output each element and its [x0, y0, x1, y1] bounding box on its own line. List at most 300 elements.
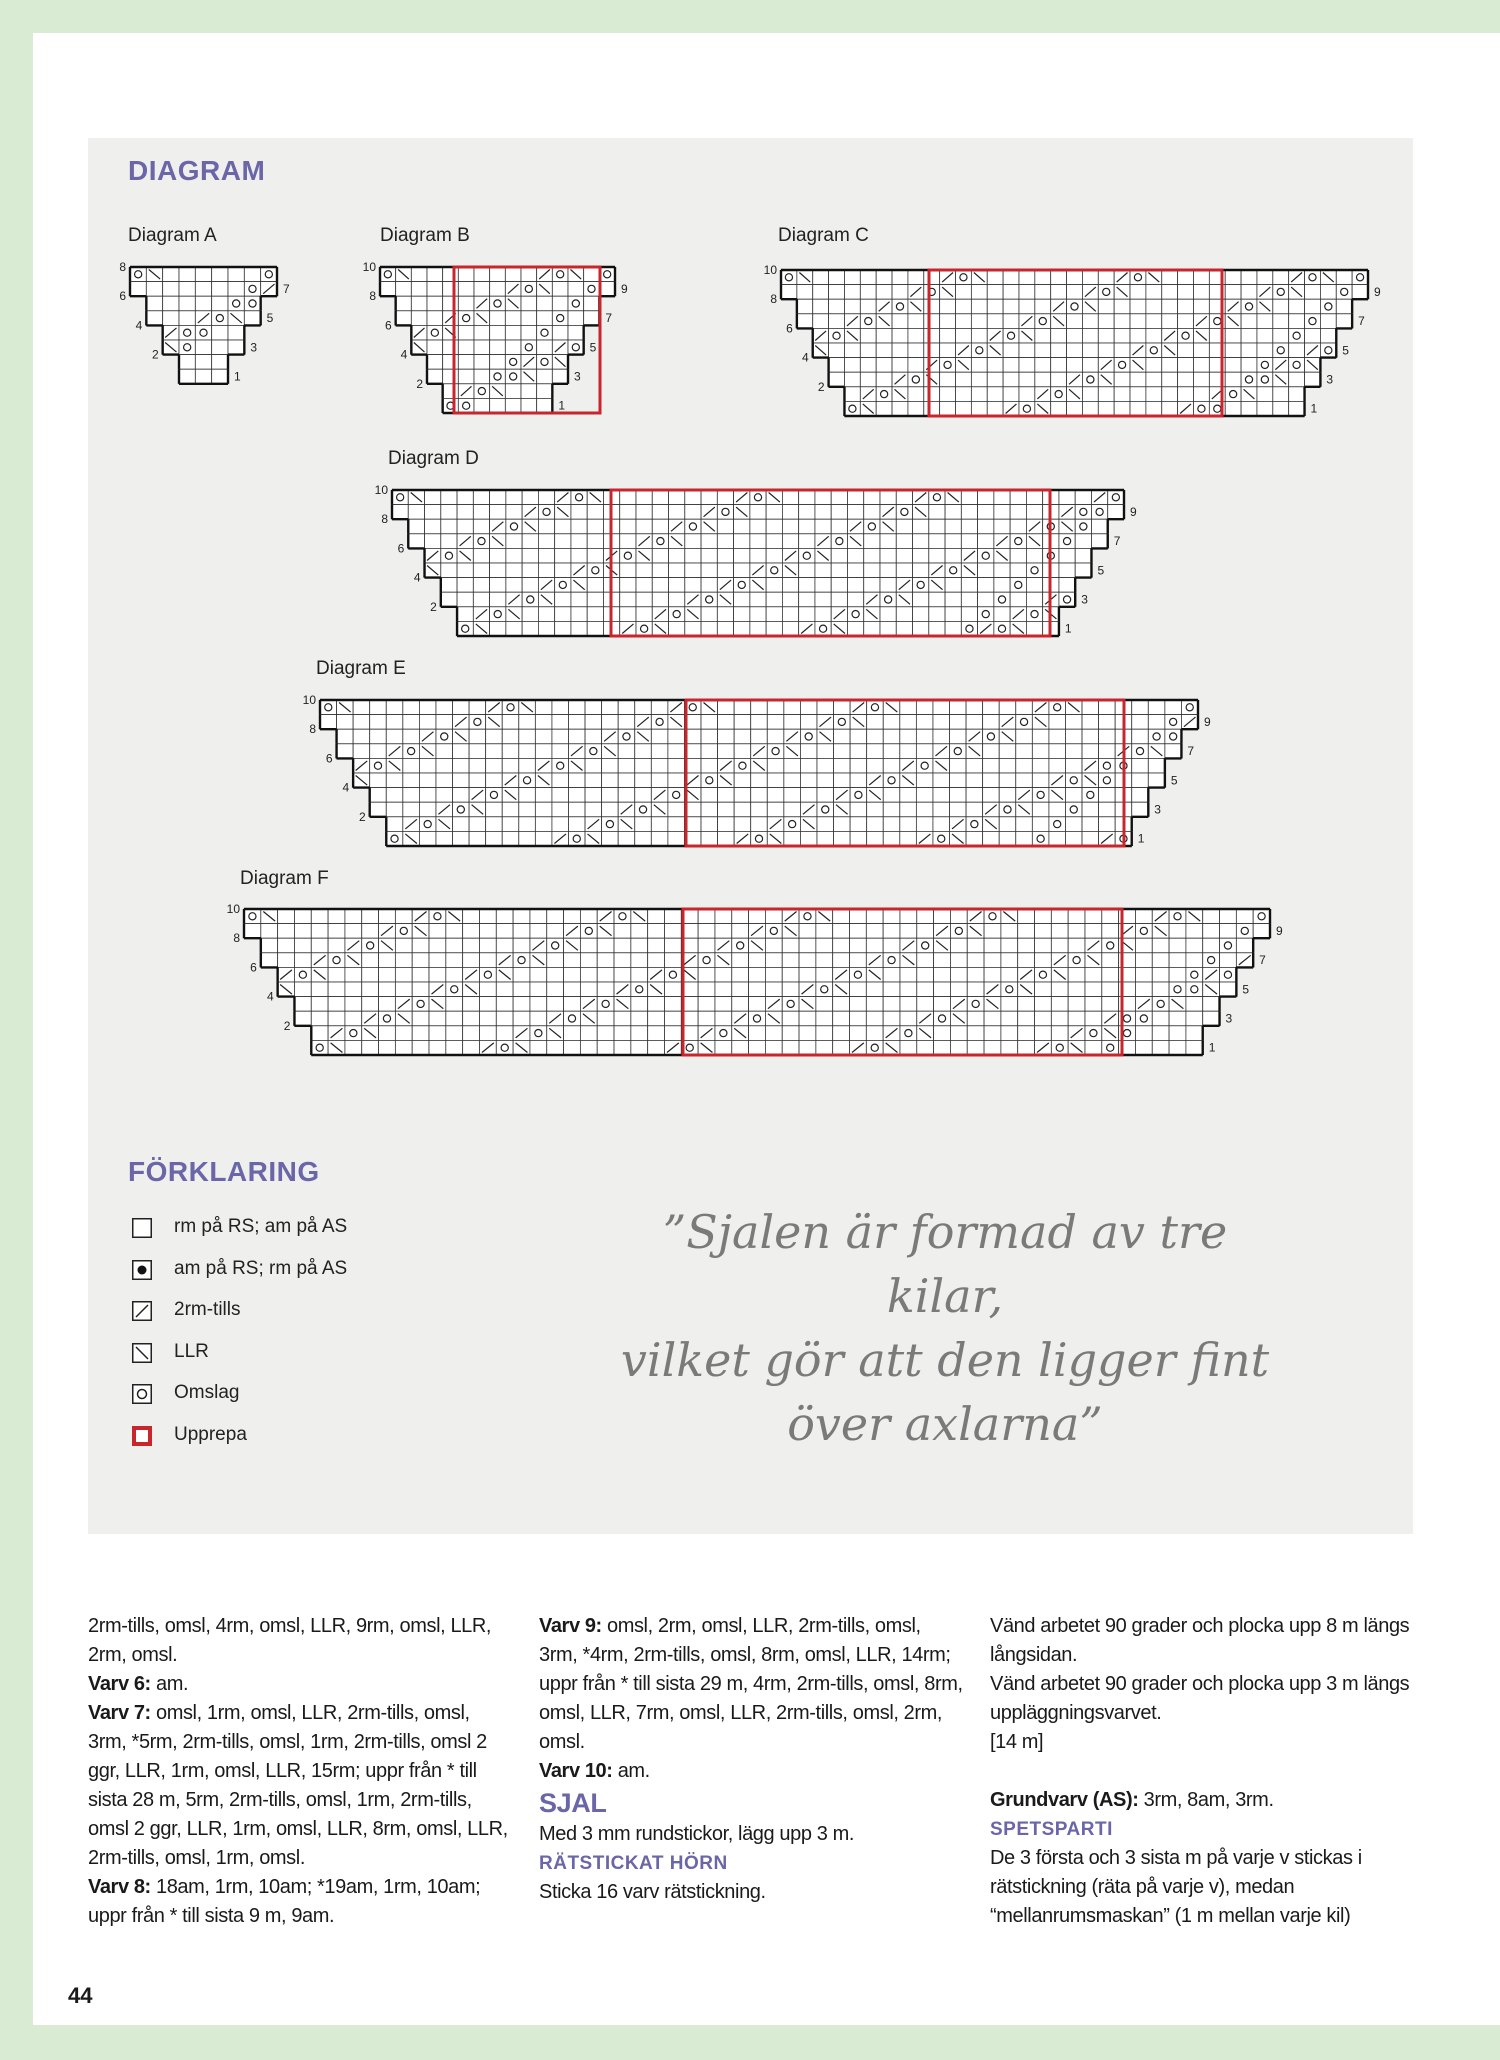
chart-cell	[850, 967, 867, 982]
chart-cell	[732, 967, 749, 982]
chart-cell	[648, 909, 665, 924]
legend-heading: FÖRKLARING	[128, 1156, 320, 1187]
chart-cell	[1186, 1026, 1203, 1041]
chart-cell	[1085, 1011, 1102, 1026]
chart-cell	[749, 953, 766, 968]
chart-cell	[278, 924, 295, 939]
chart-cell	[614, 953, 631, 968]
row-number: 1	[1208, 1040, 1216, 1055]
chart-cell	[866, 924, 883, 939]
chart-cell	[597, 938, 614, 953]
chart-cell	[631, 1011, 648, 1026]
row-number: 2	[359, 809, 366, 824]
chart-cell	[1035, 909, 1052, 924]
chart-cell	[614, 967, 631, 982]
chart-cell	[463, 953, 480, 968]
chart-cell	[782, 997, 799, 1012]
chart-cell	[580, 967, 597, 982]
chart-cell	[446, 967, 463, 982]
diagram-heading: DIAGRAM	[128, 155, 266, 186]
chart-cell	[1068, 909, 1085, 924]
chart-cell	[765, 953, 782, 968]
chart-cell	[379, 1011, 396, 1026]
chart-cell	[547, 982, 564, 997]
row-number: 8	[369, 289, 376, 304]
chart-cell	[749, 997, 766, 1012]
chart-cell	[328, 938, 345, 953]
chart-cell	[479, 997, 496, 1012]
chart-cell	[311, 1011, 328, 1026]
chart-cell	[311, 997, 328, 1012]
chart-cell	[749, 1040, 766, 1055]
chart-cell	[934, 982, 951, 997]
chart-cell	[917, 938, 934, 953]
chart-cell	[1018, 953, 1035, 968]
row-number: 7	[1259, 953, 1266, 968]
chart-cell	[917, 982, 934, 997]
chart-cell	[765, 967, 782, 982]
chart-cell	[883, 967, 900, 982]
chart-cell	[833, 909, 850, 924]
chart-cell	[328, 967, 345, 982]
chart-cell	[479, 924, 496, 939]
chart-cell	[244, 909, 261, 924]
chart-cell	[463, 997, 480, 1012]
row-number: 4	[266, 989, 274, 1004]
paragraph: Vänd arbetet 90 grader och plocka upp 8 m längs långsidan.	[990, 1615, 1410, 1666]
chart-cell	[698, 982, 715, 997]
row-number: 9	[1130, 504, 1137, 519]
row-number: 8	[770, 292, 777, 307]
chart-cell	[345, 997, 362, 1012]
chart-cell	[580, 938, 597, 953]
chart-cell	[362, 909, 379, 924]
chart-cell	[479, 1011, 496, 1026]
chart-cell	[1152, 997, 1169, 1012]
row-number: 9	[621, 281, 628, 296]
chart-cell	[395, 967, 412, 982]
chart-cell	[799, 909, 816, 924]
chart-cell	[1186, 953, 1203, 968]
row-number: 10	[362, 260, 376, 274]
chart-cell	[496, 938, 513, 953]
chart-cell	[648, 953, 665, 968]
chart-cell	[1203, 1011, 1220, 1026]
chart-cell	[614, 1026, 631, 1041]
chart-cell	[799, 924, 816, 939]
chart-cell	[379, 1026, 396, 1041]
chart-cell	[1169, 924, 1186, 939]
row-text: 18am, 1rm, 10am; *19am, 1rm, 10am; uppr från * till sista 9 m, 9am.	[88, 1876, 481, 1927]
chart-cell	[917, 997, 934, 1012]
chart-cell	[934, 1011, 951, 1026]
chart-cell	[244, 924, 261, 939]
chart-cell	[1102, 967, 1119, 982]
chart-cell	[496, 1011, 513, 1026]
chart-cell	[395, 909, 412, 924]
chart-cell	[1035, 924, 1052, 939]
chart-cell	[1186, 1011, 1203, 1026]
chart-cell	[850, 909, 867, 924]
chart-cell	[345, 1040, 362, 1055]
row-number: 6	[119, 289, 126, 304]
row-number: 7	[283, 281, 290, 296]
chart-cell	[749, 1011, 766, 1026]
chart-cell	[799, 938, 816, 953]
chart-cell	[513, 967, 530, 982]
chart-cell	[395, 1026, 412, 1041]
row-number: 8	[309, 722, 316, 737]
chart-cell	[294, 997, 311, 1012]
chart-cell	[950, 967, 967, 982]
chart-cell	[463, 924, 480, 939]
chart-cell	[1102, 953, 1119, 968]
chart-cell	[782, 1011, 799, 1026]
chart-cell	[580, 924, 597, 939]
chart-cell	[530, 924, 547, 939]
chart-cell	[664, 982, 681, 997]
chart-cell	[782, 1040, 799, 1055]
chart-cell	[1135, 967, 1152, 982]
row-number: 2	[817, 379, 825, 394]
chart-cell	[328, 997, 345, 1012]
row-number: 2	[283, 1018, 291, 1033]
chart-cell	[261, 924, 278, 939]
chart-cell	[1220, 924, 1237, 939]
chart-cell	[833, 1011, 850, 1026]
row-text: 3rm, 8am, 3rm.	[1138, 1789, 1274, 1811]
chart-cell	[1001, 967, 1018, 982]
row-label: Varv 9:	[539, 1615, 602, 1637]
chart-cell	[1018, 938, 1035, 953]
paragraph: Vänd arbetet 90 grader och plocka upp 3 m längs uppläggningsvarvet.	[990, 1673, 1410, 1724]
chart-cell	[917, 1040, 934, 1055]
chart-cell	[883, 909, 900, 924]
row-number: 5	[1097, 563, 1105, 578]
chart-cell	[412, 938, 429, 953]
chart-cell	[1253, 924, 1270, 939]
pull-quote	[600, 1200, 1290, 1456]
chart-cell	[799, 1026, 816, 1041]
paragraph	[539, 1757, 964, 1786]
chart-cell	[799, 1040, 816, 1055]
chart-cell	[816, 997, 833, 1012]
chart-cell	[1085, 982, 1102, 997]
chart-cell	[479, 909, 496, 924]
chart-cell	[1068, 997, 1085, 1012]
chart-cell	[866, 1040, 883, 1055]
chart-cell	[631, 953, 648, 968]
chart-cell	[547, 967, 564, 982]
chart-cell	[984, 1040, 1001, 1055]
chart-cell	[967, 1026, 984, 1041]
chart-cell	[513, 909, 530, 924]
chart-cell	[345, 924, 362, 939]
row-text: omsl, 2rm, omsl, LLR, 2rm-tills, omsl, 3rm, *4rm, 2rm-tills, omsl, 8rm, omsl, LLR, 14rm; uppr från * till sista 29 m, 4rm, 2rm-tills, omsl, 8rm, omsl, LLR, 7rm, omsl, LLR, 2rm-tills, omsl, 2rm, omsl.	[539, 1615, 963, 1753]
row-number: 3	[1225, 1011, 1233, 1026]
chart-cell	[1102, 997, 1119, 1012]
subsection-heading: SPETSPARTI	[990, 1819, 1113, 1840]
chart-cell	[631, 1026, 648, 1041]
chart-cell	[1220, 982, 1237, 997]
row-number: 7	[1187, 744, 1195, 759]
chart-cell	[362, 1040, 379, 1055]
chart-cell	[547, 924, 564, 939]
row-number: 2	[416, 376, 423, 391]
chart-cell	[564, 1040, 581, 1055]
row-number: 10	[226, 902, 240, 916]
chart-cell	[597, 953, 614, 968]
chart-cell	[379, 1040, 396, 1055]
chart-cell	[463, 1040, 480, 1055]
chart-cell	[1135, 924, 1152, 939]
chart-cell	[328, 924, 345, 939]
chart-cell	[1253, 909, 1270, 924]
chart-cell	[446, 924, 463, 939]
chart-cell	[564, 1026, 581, 1041]
chart-cell	[496, 982, 513, 997]
chart-cell	[698, 924, 715, 939]
chart-cell	[950, 953, 967, 968]
chart-cell	[631, 938, 648, 953]
chart-cell	[950, 924, 967, 939]
paragraph: 2rm-tills, omsl, 4rm, omsl, LLR, 9rm, omsl, LLR, 2rm, omsl.	[88, 1615, 492, 1666]
chart-cell	[547, 953, 564, 968]
chart-cell	[833, 1026, 850, 1041]
chart-cell	[664, 967, 681, 982]
paragraph	[990, 1786, 1415, 1815]
chart-cell	[765, 1026, 782, 1041]
chart-cell	[648, 1040, 665, 1055]
chart-cell	[1169, 938, 1186, 953]
empty-square-icon	[132, 1218, 152, 1238]
diagram-a-label: Diagram A	[128, 225, 217, 246]
chart-cell	[294, 1011, 311, 1026]
chart-cell	[1035, 967, 1052, 982]
text-column-1	[88, 1612, 513, 1931]
chart-cell	[850, 924, 867, 939]
chart-cell	[345, 1026, 362, 1041]
chart-cell	[412, 1011, 429, 1026]
chart-cell	[513, 982, 530, 997]
chart-cell	[1169, 967, 1186, 982]
chart-cell	[328, 982, 345, 997]
chart-cell	[1186, 982, 1203, 997]
row-number: 3	[574, 369, 581, 384]
chart-cell	[1203, 924, 1220, 939]
chart-cell	[950, 1026, 967, 1041]
chart-cell	[782, 982, 799, 997]
row-number: 9	[1374, 284, 1381, 299]
chart-cell	[429, 1011, 446, 1026]
chart-cell	[900, 997, 917, 1012]
chart-cell	[496, 1026, 513, 1041]
chart-cell	[934, 909, 951, 924]
text-column-3	[990, 1612, 1415, 1931]
chart-cell	[429, 924, 446, 939]
chart-cell	[850, 938, 867, 953]
row-number: 4	[342, 780, 350, 795]
chart-cell	[900, 1011, 917, 1026]
chart-cell	[1051, 909, 1068, 924]
chart-cell	[1236, 909, 1253, 924]
paragraph	[539, 1612, 964, 1757]
chart-cell	[648, 924, 665, 939]
diagram-d-label: Diagram D	[388, 448, 479, 469]
chart-cell	[1135, 938, 1152, 953]
chart-cell	[1102, 1040, 1119, 1055]
chart-cell	[1085, 1040, 1102, 1055]
legend-text: Upprepa	[174, 1423, 247, 1445]
chart-cell	[379, 997, 396, 1012]
chart-cell	[1152, 938, 1169, 953]
row-number: 6	[250, 960, 257, 975]
chart-cell	[1085, 909, 1102, 924]
chart-cell	[261, 953, 278, 968]
chart-cell	[1203, 953, 1220, 968]
chart-cell	[463, 1026, 480, 1041]
row-number: 3	[1154, 802, 1161, 817]
chart-cell	[328, 953, 345, 968]
chart-cell	[698, 997, 715, 1012]
chart-cell	[917, 967, 934, 982]
chart-cell	[1135, 1011, 1152, 1026]
chart-cell	[278, 909, 295, 924]
chart-cell	[429, 938, 446, 953]
chart-cell	[513, 997, 530, 1012]
chart-cell	[1169, 1040, 1186, 1055]
row-number: 7	[605, 311, 613, 326]
row-number: 1	[1137, 831, 1145, 846]
chart-cell	[816, 967, 833, 982]
chart-cell	[1135, 982, 1152, 997]
chart-cell	[967, 982, 984, 997]
legend-text: rm på RS; am på AS	[174, 1216, 348, 1237]
chart-cell	[294, 909, 311, 924]
chart-cell	[1102, 909, 1119, 924]
chart-cell	[782, 967, 799, 982]
chart-cell	[715, 982, 732, 997]
row-number: 10	[374, 483, 388, 497]
chart-cell	[1018, 1040, 1035, 1055]
chart-cell	[850, 953, 867, 968]
chart-cell	[664, 924, 681, 939]
chart-cell	[967, 1040, 984, 1055]
chart-cell	[698, 909, 715, 924]
chart-cell	[866, 1026, 883, 1041]
chart-cell	[597, 1026, 614, 1041]
chart-cell	[311, 938, 328, 953]
chart-cell	[564, 997, 581, 1012]
chart-cell	[1152, 953, 1169, 968]
row-number: 10	[763, 263, 777, 277]
chart-cell	[530, 909, 547, 924]
section-heading: SJAL	[539, 1788, 607, 1818]
chart-cell	[1001, 1011, 1018, 1026]
chart-cell	[412, 1040, 429, 1055]
chart-cell	[1152, 1011, 1169, 1026]
chart-cell	[580, 953, 597, 968]
chart-cell	[1220, 909, 1237, 924]
chart-cell	[1051, 1026, 1068, 1041]
chart-cell	[816, 938, 833, 953]
chart-cell	[294, 924, 311, 939]
chart-cell	[984, 938, 1001, 953]
chart-cell	[950, 938, 967, 953]
chart-cell	[496, 1040, 513, 1055]
chart-cell	[950, 982, 967, 997]
chart-cell	[1186, 1040, 1203, 1055]
chart-cell	[715, 1026, 732, 1041]
row-number: 6	[786, 321, 793, 336]
chart-cell	[749, 1026, 766, 1041]
chart-cell	[866, 997, 883, 1012]
chart-cell	[1051, 938, 1068, 953]
chart-cell	[345, 982, 362, 997]
chart-cell	[934, 997, 951, 1012]
row-text: am.	[150, 1673, 189, 1695]
chart-cell	[648, 938, 665, 953]
row-number: 6	[384, 318, 392, 333]
chart-cell	[496, 909, 513, 924]
chart-cell	[984, 1026, 1001, 1041]
chart-cell	[883, 997, 900, 1012]
chart-cell	[883, 953, 900, 968]
chart-cell	[1085, 997, 1102, 1012]
chart-cell	[866, 982, 883, 997]
chart-cell	[850, 1011, 867, 1026]
legend-text: 2rm-tills	[174, 1299, 241, 1320]
chart-cell	[631, 924, 648, 939]
chart-cell	[799, 953, 816, 968]
row-number: 2	[151, 347, 159, 362]
chart-cell	[715, 924, 732, 939]
row-number: 5	[1170, 773, 1178, 788]
chart-cell	[547, 909, 564, 924]
chart-cell	[496, 924, 513, 939]
chart-cell	[1018, 909, 1035, 924]
chart-cell	[1203, 997, 1220, 1012]
chart-cell	[900, 967, 917, 982]
chart-cell	[732, 909, 749, 924]
chart-cell	[1051, 924, 1068, 939]
chart-cell	[1169, 1011, 1186, 1026]
chart-cell	[1035, 1011, 1052, 1026]
chart-cell	[1018, 1026, 1035, 1041]
chart-cell	[412, 1026, 429, 1041]
chart-cell	[597, 982, 614, 997]
chart-cell	[530, 1011, 547, 1026]
chart-cell	[816, 1011, 833, 1026]
chart-cell	[1220, 953, 1237, 968]
chart-cell	[715, 1011, 732, 1026]
chart-cell	[967, 967, 984, 982]
slash-square-icon	[132, 1301, 152, 1321]
chart-cell	[1035, 997, 1052, 1012]
chart-cell	[446, 1011, 463, 1026]
chart-cell	[1236, 924, 1253, 939]
chart-cell	[1051, 982, 1068, 997]
chart-cell	[664, 1026, 681, 1041]
chart-cell	[513, 938, 530, 953]
chart-cell	[648, 1011, 665, 1026]
row-label: Varv 10:	[539, 1760, 613, 1782]
chart-cell	[328, 1011, 345, 1026]
paragraph: Med 3 mm rundstickor, lägg upp 3 m.	[539, 1823, 855, 1845]
row-number: 5	[1242, 982, 1250, 997]
chart-cell	[698, 1011, 715, 1026]
row-number: 8	[381, 512, 388, 527]
